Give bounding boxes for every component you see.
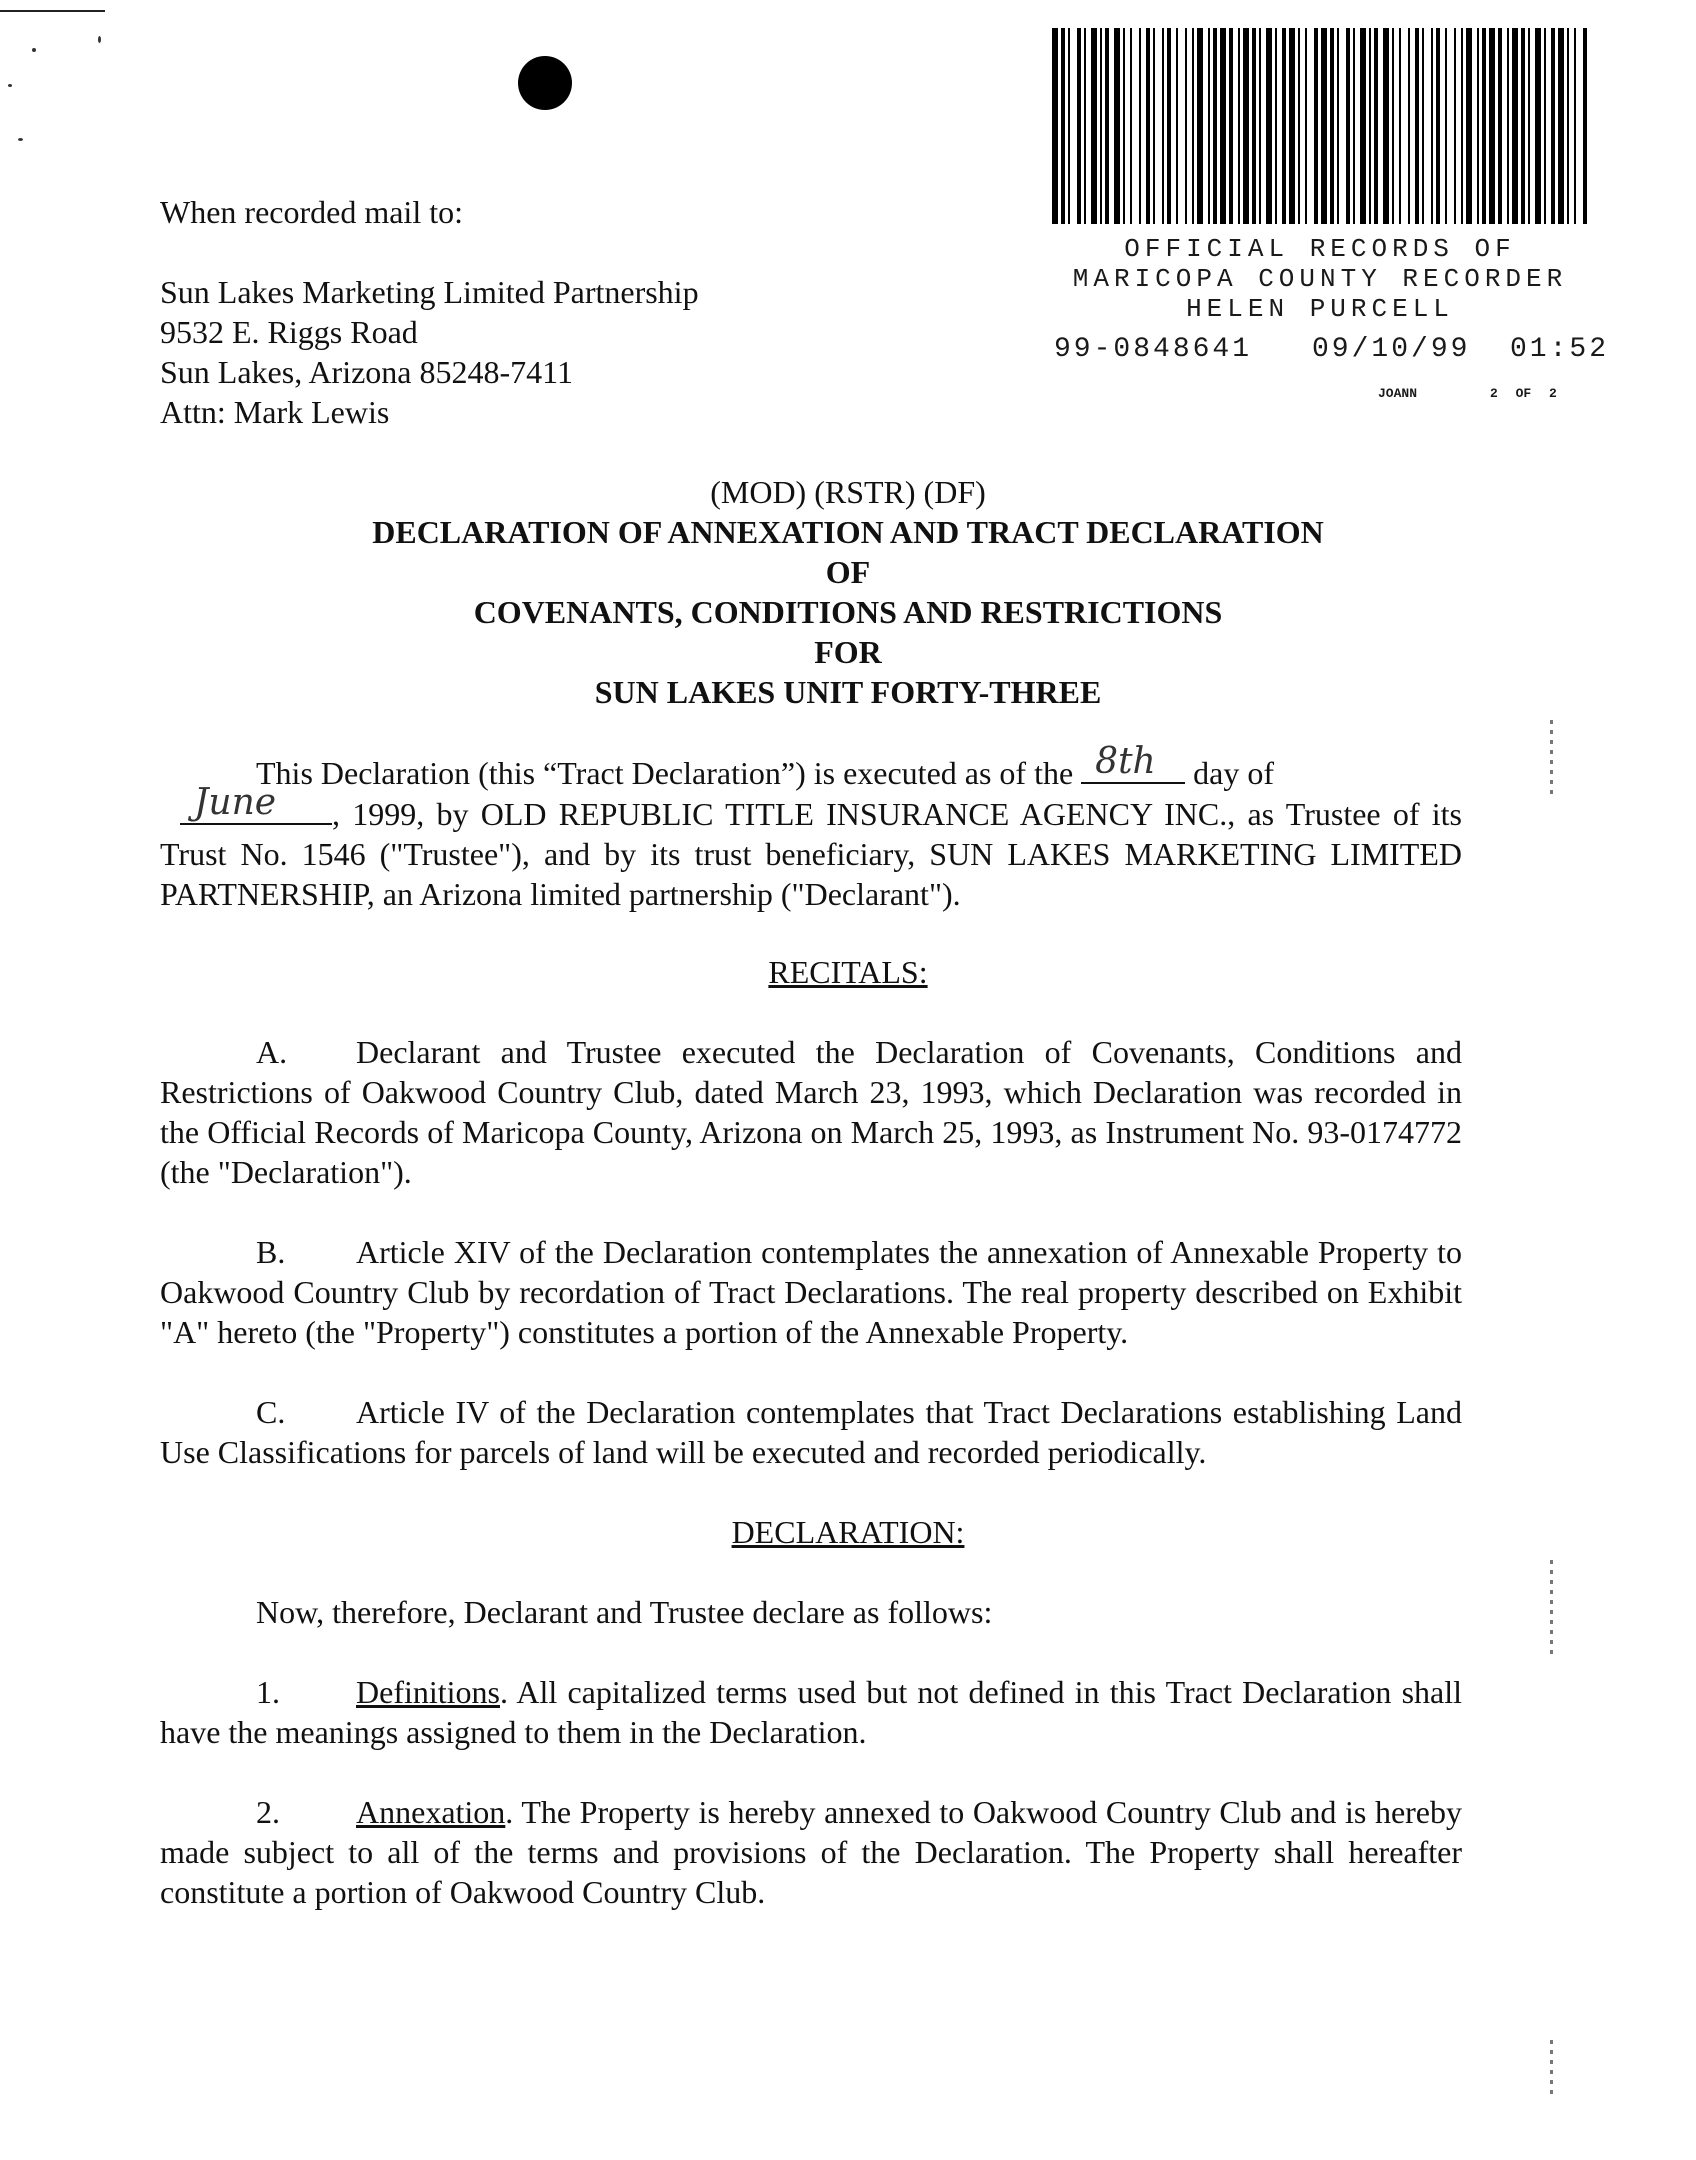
- barcode-bar: [1408, 28, 1410, 224]
- barcode-bar: [1176, 28, 1178, 224]
- barcode-bar: [1512, 28, 1518, 224]
- barcode-bar: [1238, 28, 1240, 224]
- barcode-bar: [1445, 28, 1447, 224]
- barcode-bar: [1208, 28, 1210, 224]
- barcode-bar: [1321, 28, 1327, 224]
- recording-number: 99-0848641: [1054, 334, 1253, 365]
- barcode-bar: [1282, 28, 1286, 224]
- barcode-bar: [1052, 28, 1058, 224]
- recital-text: Article XIV of the Declaration contemplates the annexation of Annexable Property to Oakwood Country Club by recordation of Tract Declarations. The real property described on Exhibit "A" hereto (the "Property") constitutes a portion of the Annexable Property.: [160, 1234, 1462, 1350]
- barcode-bar: [1346, 28, 1350, 224]
- barcode-bar: [1100, 28, 1102, 224]
- barcode-bar: [1229, 28, 1233, 224]
- section-number: 1.: [256, 1674, 280, 1710]
- barcode-bar: [1153, 28, 1155, 224]
- barcode-bar: [1266, 28, 1272, 224]
- title-line: DECLARATION OF ANNEXATION AND TRACT DECLARATION: [372, 514, 1324, 550]
- barcode-bar: [1466, 28, 1472, 224]
- day-blank: [1081, 741, 1185, 784]
- scan-speck: [8, 84, 12, 87]
- barcode-bar: [1521, 28, 1525, 224]
- barcode-bar: [1477, 28, 1479, 224]
- barcode-bar: [1535, 28, 1541, 224]
- scan-dotted-edge: [1550, 2040, 1553, 2100]
- intro-text-part1: This Declaration (this “Tract Declaration”) is executed as of the: [256, 755, 1074, 791]
- recital-label: C.: [256, 1394, 286, 1430]
- scan-speck: [98, 36, 101, 43]
- barcode-bar: [1162, 28, 1164, 224]
- barcode-bar: [1482, 28, 1486, 224]
- barcode-bar: [1507, 28, 1509, 224]
- recording-time: 01:52: [1510, 334, 1610, 365]
- section-text: . The Property is hereby annexed to Oakwood Country Club and is hereby made subject to all of the terms and provisions of the Declaration. The Property shall hereafter constitute a portion of Oakwood Country Club.: [160, 1794, 1462, 1910]
- barcode-bar: [1369, 28, 1371, 224]
- barcode-bar: [1374, 28, 1378, 224]
- recording-date: 09/10/99: [1312, 334, 1471, 365]
- declaration-intro-text: Now, therefore, Declarant and Trustee declare as follows:: [256, 1594, 993, 1630]
- stamp-line-county: MARICOPA COUNTY RECORDER: [1072, 264, 1568, 294]
- section-title: Definitions: [356, 1674, 500, 1710]
- scan-speck: [18, 138, 23, 141]
- barcode-bar: [1489, 28, 1495, 224]
- barcode-bar: [1431, 28, 1433, 224]
- barcode-bar: [1105, 28, 1109, 224]
- barcode-bar: [1399, 28, 1401, 224]
- recorder-barcode: [1052, 28, 1588, 224]
- barcode-bar: [1305, 28, 1307, 224]
- barcode-bar: [1259, 28, 1261, 224]
- month-blank: [180, 782, 332, 825]
- recording-page-count: 2 OF 2: [1490, 386, 1557, 401]
- document-codes: (MOD) (RSTR) (DF): [710, 474, 986, 510]
- section-number: 2.: [256, 1794, 280, 1830]
- recital-c: [160, 1392, 1462, 1472]
- document-title: [0, 512, 1696, 712]
- barcode-bar: [1360, 28, 1366, 224]
- recital-label: B.: [256, 1234, 286, 1270]
- barcode-bar: [1383, 28, 1389, 224]
- scan-edge-line: [0, 10, 105, 12]
- barcode-bar: [1130, 28, 1132, 224]
- recital-label: A.: [256, 1034, 288, 1070]
- barcode-bar: [1167, 28, 1171, 224]
- barcode-bar: [1061, 28, 1065, 224]
- barcode-bar: [1415, 28, 1419, 224]
- barcode-bar: [1252, 28, 1256, 224]
- barcode-bar: [1275, 28, 1277, 224]
- barcode-bar: [1123, 28, 1125, 224]
- barcode-bar: [1422, 28, 1424, 224]
- mail-to-line: Sun Lakes Marketing Limited Partnership: [160, 274, 699, 310]
- section-annexation: [160, 1792, 1462, 1912]
- barcode-bar: [1574, 28, 1576, 224]
- intro-text-part2: day of: [1193, 755, 1275, 791]
- declaration-heading: DECLARATION:: [731, 1514, 965, 1550]
- barcode-bar: [1461, 28, 1463, 224]
- barcode-bar: [1213, 28, 1217, 224]
- barcode-bar: [1077, 28, 1081, 224]
- title-line: SUN LAKES UNIT FORTY-THREE: [594, 674, 1102, 710]
- barcode-bar: [1528, 28, 1530, 224]
- barcode-bar: [1298, 28, 1300, 224]
- barcode-bar: [1436, 28, 1440, 224]
- mail-to-line: Sun Lakes, Arizona 85248-7411: [160, 354, 573, 390]
- barcode-bar: [1544, 28, 1546, 224]
- recital-text: Declarant and Trustee executed the Declaration of Covenants, Conditions and Restrictions of Oakwood Country Club, dated March 23, 1993, which Declaration was recorded in the Official Records of Maricopa County, Arizona on March 25, 1993, as Instrument No. 93-0174772 (the "Declaration").: [160, 1034, 1462, 1190]
- recital-b: [160, 1232, 1462, 1352]
- barcode-bar: [1551, 28, 1555, 224]
- scan-speck: [32, 48, 36, 52]
- barcode-bar: [1192, 28, 1194, 224]
- barcode-bar: [1583, 28, 1587, 224]
- recital-text: Article IV of the Declaration contemplates that Tract Declarations establishing Land Use Classifications for parcels of land will be executed and recorded periodically.: [160, 1394, 1462, 1470]
- barcode-bar: [1114, 28, 1120, 224]
- barcode-bar: [1197, 28, 1203, 224]
- barcode-bar: [1243, 28, 1249, 224]
- barcode-bar: [1498, 28, 1502, 224]
- punch-hole-mark: [518, 56, 572, 110]
- mail-to-line: 9532 E. Riggs Road: [160, 314, 418, 350]
- title-line: FOR: [814, 634, 882, 670]
- handwritten-day: 8th: [1095, 741, 1156, 782]
- barcode-bar: [1392, 28, 1394, 224]
- recorder-stamp: [1040, 234, 1600, 324]
- barcode-bar: [1330, 28, 1334, 224]
- intro-paragraph: [160, 741, 1462, 914]
- barcode-bar: [1084, 28, 1086, 224]
- barcode-bar: [1558, 28, 1564, 224]
- declaration-intro: [160, 1592, 992, 1632]
- stamp-line-official: OFFICIAL RECORDS OF: [1124, 234, 1516, 264]
- section-text: . All capitalized terms used but not defined in this Tract Declaration shall have the meanings assigned to them in the Declaration.: [160, 1674, 1462, 1750]
- barcode-bar: [1353, 28, 1355, 224]
- scan-dotted-edge: [1550, 720, 1553, 800]
- barcode-bar: [1567, 28, 1569, 224]
- title-line: OF: [825, 554, 871, 590]
- barcode-bar: [1314, 28, 1318, 224]
- intro-text-part3: , 1999, by OLD REPUBLIC TITLE INSURANCE AGENCY INC., as Trustee of its Trust No. 1546 ("Trustee"), and by its trust beneficiary, SUN LAKES MARKETING LIMITED PARTNERSHIP, an Arizona limited partnership ("Declarant").: [160, 796, 1462, 912]
- barcode-bar: [1139, 28, 1141, 224]
- barcode-bar: [1220, 28, 1226, 224]
- mail-to-heading: When recorded mail to:: [160, 194, 463, 230]
- scan-dotted-edge: [1550, 1560, 1553, 1660]
- mail-to-address: [160, 272, 699, 432]
- barcode-bar: [1454, 28, 1456, 224]
- title-line: COVENANTS, CONDITIONS AND RESTRICTIONS: [473, 594, 1223, 630]
- barcode-bar: [1068, 28, 1070, 224]
- barcode-bar: [1185, 28, 1187, 224]
- barcode-bar: [1337, 28, 1339, 224]
- recording-clerk: JOANN: [1378, 386, 1418, 401]
- section-title: Annexation: [356, 1794, 506, 1830]
- recitals-heading: RECITALS:: [768, 954, 928, 990]
- stamp-line-recorder-name: HELEN PURCELL: [1186, 294, 1454, 324]
- barcode-bar: [1091, 28, 1097, 224]
- section-definitions: [160, 1672, 1462, 1752]
- handwritten-month: June: [194, 782, 277, 823]
- barcode-bar: [1146, 28, 1150, 224]
- barcode-bar: [1289, 28, 1295, 224]
- mail-to-line: Attn: Mark Lewis: [160, 394, 390, 430]
- recital-a: [160, 1032, 1462, 1192]
